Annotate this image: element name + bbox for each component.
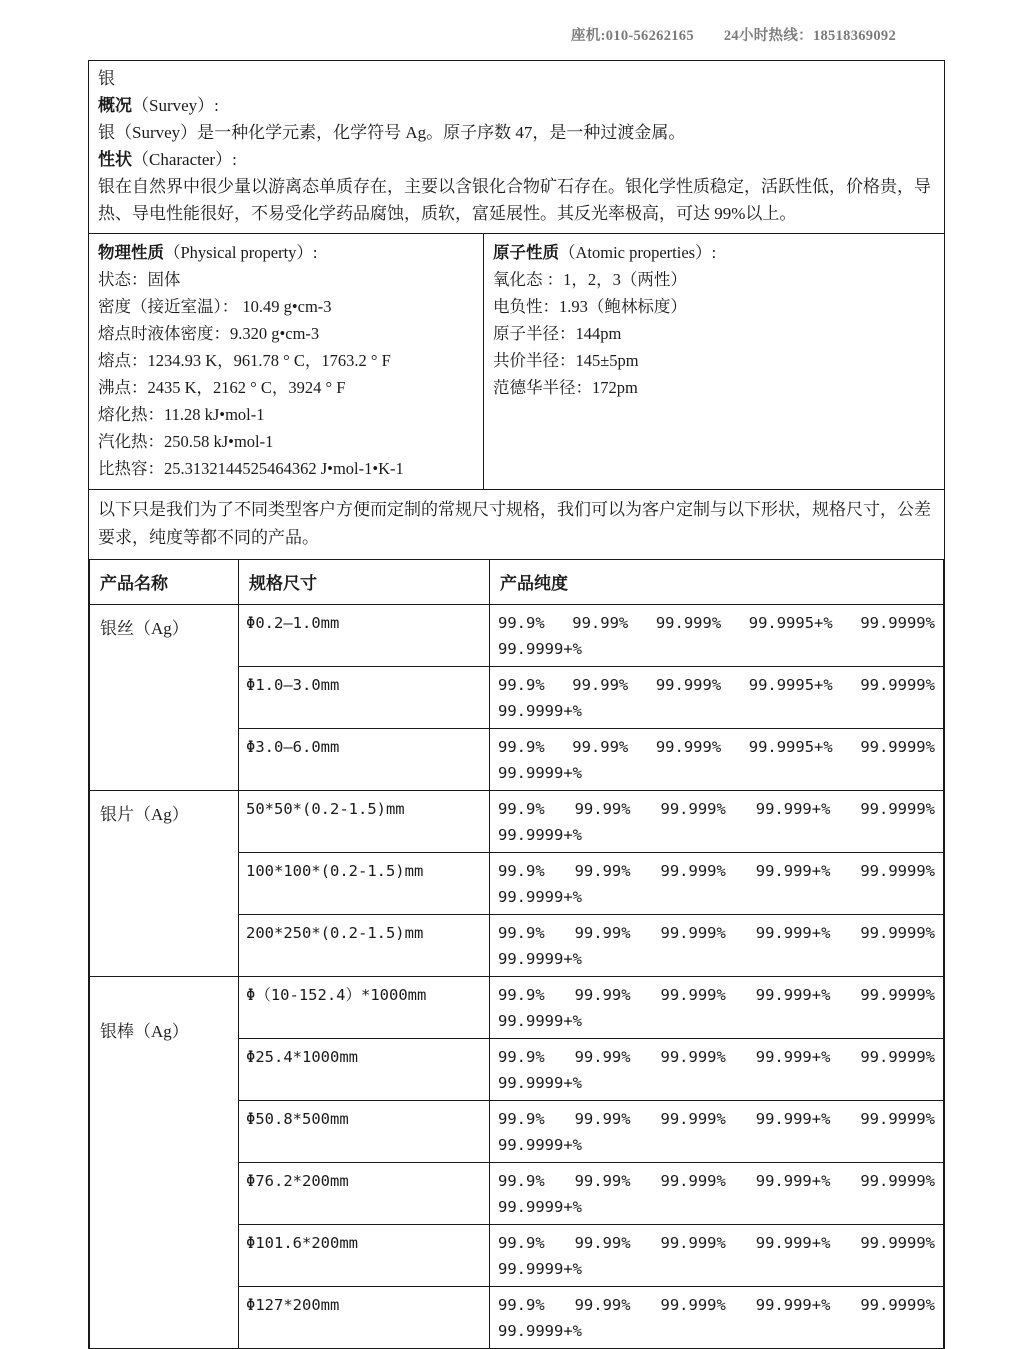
- purity-value: 99.9999%: [860, 1172, 935, 1190]
- purity-value: 99.99%: [572, 676, 629, 694]
- physical-properties-list: [98, 266, 474, 482]
- purity-value: 99.9%: [498, 986, 545, 1004]
- purity-value: 99.9999%: [860, 1048, 935, 1066]
- purity-value: 99.999+%: [755, 1110, 831, 1128]
- purity-value: 99.9999+%: [498, 1260, 582, 1278]
- property-line: 熔化热：11.28 kJ•mol-1: [98, 405, 265, 424]
- character-label: 性状: [98, 150, 132, 169]
- purity-value: 99.999%: [655, 676, 722, 694]
- product-row: [90, 791, 944, 853]
- character-label-en: （Character）:: [132, 150, 237, 169]
- purity-value: 99.99%: [574, 800, 631, 818]
- purity-value: 99.999%: [660, 1048, 726, 1066]
- purity-value: 99.999%: [660, 1296, 726, 1314]
- products-table: [89, 559, 944, 1349]
- purity-value: 99.9999+%: [498, 826, 582, 844]
- product-size: Φ1.0—3.0mm: [239, 667, 490, 729]
- product-size: Φ0.2—1.0mm: [239, 605, 490, 667]
- purity-value: 99.999%: [660, 862, 726, 880]
- product-purity: [490, 853, 944, 915]
- property-line: 沸点：2435 K，2162 ° C，3924 ° F: [98, 378, 346, 397]
- purity-value: 99.9999%: [860, 1234, 935, 1252]
- atomic-title-en: （Atomic properties）:: [559, 243, 717, 262]
- purity-value: 99.999+%: [755, 986, 831, 1004]
- purity-value: 99.9999+%: [498, 1322, 582, 1340]
- purity-value: 99.9%: [498, 738, 545, 756]
- purity-value: 99.9999%: [860, 924, 935, 942]
- purity-value: 99.999%: [660, 800, 726, 818]
- purity-value: 99.9%: [498, 800, 545, 818]
- purity-value: 99.99%: [574, 1110, 631, 1128]
- property-line: 氧化态 ：1，2，3（两性）: [493, 270, 687, 289]
- survey-label-en: （Survey）:: [132, 96, 219, 115]
- physical-properties-heading: [98, 239, 474, 266]
- property-line: 密度（接近室温）： 10.49 g•cm-3: [98, 297, 332, 316]
- products-header-row: [90, 560, 944, 605]
- product-purity: [490, 1039, 944, 1101]
- product-purity: [490, 977, 944, 1039]
- product-size: Φ（10-152.4）*1000mm: [239, 977, 490, 1039]
- atomic-properties-list: [493, 266, 935, 401]
- character-text: 银在自然界中很少量以游离态单质存在，主要以含银化合物矿石存在。银化学性质稳定，活跃性低，价格贵，导热、导电性能很好，不易受化学药品腐蚀，质软，富延展性。其反光率极高，可达 99%以上。: [98, 177, 931, 223]
- survey-heading: [98, 92, 935, 119]
- property-line: 比热容：25.3132144525464362 J•mol-1•K-1: [98, 459, 404, 478]
- purity-value: 99.999+%: [755, 1234, 831, 1252]
- product-purity: [490, 791, 944, 853]
- purity-value: 99.9999+%: [498, 702, 582, 720]
- purity-value: 99.999+%: [755, 862, 831, 880]
- purity-value: 99.9999%: [860, 738, 935, 756]
- atomic-properties-heading: [493, 239, 935, 266]
- purity-value: 99.999+%: [755, 1296, 831, 1314]
- purity-value: 99.9999%: [860, 862, 935, 880]
- property-line: 状态：固体: [98, 270, 181, 289]
- purity-value: 99.99%: [574, 1172, 631, 1190]
- physical-title-en: （Physical property）:: [164, 243, 318, 262]
- hotline-number: 24小时热线：18518369092: [723, 28, 896, 44]
- purity-value: 99.99%: [574, 862, 631, 880]
- product-row: [90, 977, 944, 1039]
- product-purity: [490, 1163, 944, 1225]
- purity-value: 99.9995+%: [748, 676, 833, 694]
- product-size: Φ101.6*200mm: [239, 1225, 490, 1287]
- atomic-title: 原子性质: [493, 243, 559, 262]
- purity-value: 99.9%: [498, 1172, 545, 1190]
- product-purity: [490, 605, 944, 667]
- purity-value: 99.99%: [574, 924, 631, 942]
- physical-title: 物理性质: [98, 243, 164, 262]
- purity-value: 99.9999%: [860, 676, 935, 694]
- product-purity: [490, 1287, 944, 1349]
- products-column-header-1: 规格尺寸: [239, 560, 490, 605]
- purity-value: 99.99%: [574, 1234, 631, 1252]
- product-size: Φ127*200mm: [239, 1287, 490, 1349]
- product-purity: [490, 729, 944, 791]
- property-line: 原子半径：144pm: [493, 324, 622, 343]
- purity-value: 99.99%: [574, 1296, 631, 1314]
- purity-value: 99.9999+%: [498, 1198, 582, 1216]
- physical-properties: [89, 234, 484, 489]
- property-line: 电负性：1.93（鲍林标度）: [493, 297, 687, 316]
- purity-value: 99.9%: [498, 676, 545, 694]
- purity-value: 99.9%: [498, 1234, 545, 1252]
- purity-value: 99.999%: [660, 924, 726, 942]
- purity-value: 99.9%: [498, 1110, 545, 1128]
- property-line: 共价半径：145±5pm: [493, 351, 639, 370]
- purity-value: 99.99%: [572, 738, 629, 756]
- product-size: 100*100*(0.2-1.5)mm: [239, 853, 490, 915]
- purity-value: 99.9999+%: [498, 888, 582, 906]
- purity-value: 99.999+%: [755, 924, 831, 942]
- purity-value: 99.9999+%: [498, 764, 582, 782]
- property-line: 熔点：1234.93 K，961.78 ° C，1763.2 ° F: [98, 351, 391, 370]
- product-size: Φ76.2*200mm: [239, 1163, 490, 1225]
- product-row: [90, 605, 944, 667]
- product-name: 银棒（Ag）: [90, 977, 239, 1349]
- product-size: Φ25.4*1000mm: [239, 1039, 490, 1101]
- purity-value: 99.999%: [660, 1110, 726, 1128]
- properties-section: [89, 233, 944, 489]
- contact-info: [88, 24, 896, 45]
- purity-value: 99.9999%: [860, 986, 935, 1004]
- product-name: 银片（Ag）: [90, 791, 239, 977]
- purity-value: 99.999%: [660, 1234, 726, 1252]
- purity-value: 99.999%: [655, 614, 722, 632]
- purity-value: 99.99%: [572, 614, 629, 632]
- purity-value: 99.9995+%: [748, 614, 833, 632]
- intro-section: [89, 61, 944, 233]
- product-size: Φ3.0—6.0mm: [239, 729, 490, 791]
- survey-text: 银（Survey）是一种化学元素，化学符号 Ag。原子序数 47，是一种过渡金属。: [98, 123, 686, 142]
- purity-value: 99.9%: [498, 924, 545, 942]
- page-title: 银: [98, 69, 115, 88]
- purity-value: 99.9999%: [860, 1110, 935, 1128]
- purity-value: 99.9%: [498, 1048, 545, 1066]
- property-line: 范德华半径：172pm: [493, 378, 638, 397]
- purity-value: 99.9995+%: [748, 738, 833, 756]
- purity-value: 99.9999+%: [498, 1012, 582, 1030]
- atomic-properties: [484, 234, 944, 489]
- purity-value: 99.999+%: [755, 1172, 831, 1190]
- purity-value: 99.9999%: [860, 614, 935, 632]
- purity-value: 99.9%: [498, 614, 545, 632]
- purity-value: 99.999%: [655, 738, 722, 756]
- purity-value: 99.9999%: [860, 1296, 935, 1314]
- purity-value: 99.9%: [498, 1296, 545, 1314]
- product-purity: [490, 667, 944, 729]
- product-size: 200*250*(0.2-1.5)mm: [239, 915, 490, 977]
- property-line: 汽化热：250.58 kJ•mol-1: [98, 432, 274, 451]
- product-size: Φ50.8*500mm: [239, 1101, 490, 1163]
- landline-number: 座机:010-56262165: [570, 28, 694, 44]
- purity-value: 99.99%: [574, 1048, 631, 1066]
- character-heading: [98, 146, 935, 173]
- product-purity: [490, 915, 944, 977]
- purity-value: 99.999+%: [755, 1048, 831, 1066]
- purity-value: 99.9999%: [860, 800, 935, 818]
- purity-value: 99.9999+%: [498, 1074, 582, 1092]
- purity-value: 99.999+%: [755, 800, 831, 818]
- purity-value: 99.99%: [574, 986, 631, 1004]
- products-column-header-0: 产品名称: [90, 560, 239, 605]
- custom-note: 以下只是我们为了不同类型客户方便而定制的常规尺寸规格，我们可以为客户定制与以下形状，规格尺寸，公差要求，纯度等都不同的产品。: [89, 489, 944, 559]
- purity-value: 99.999%: [660, 986, 726, 1004]
- purity-value: 99.9999+%: [498, 1136, 582, 1154]
- product-name: 银丝（Ag）: [90, 605, 239, 791]
- product-purity: [490, 1225, 944, 1287]
- product-purity: [490, 1101, 944, 1163]
- purity-value: 99.9999+%: [498, 950, 582, 968]
- products-column-header-2: 产品纯度: [490, 560, 944, 605]
- product-size: 50*50*(0.2-1.5)mm: [239, 791, 490, 853]
- purity-value: 99.999%: [660, 1172, 726, 1190]
- property-line: 熔点时液体密度：9.320 g•cm-3: [98, 324, 320, 343]
- document: [88, 60, 945, 1349]
- purity-value: 99.9%: [498, 862, 545, 880]
- purity-value: 99.9999+%: [498, 640, 582, 658]
- survey-label: 概况: [98, 96, 132, 115]
